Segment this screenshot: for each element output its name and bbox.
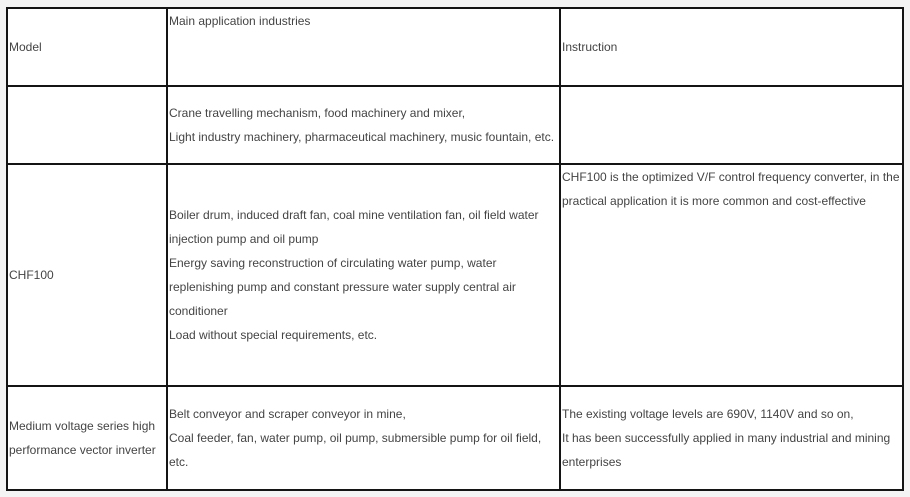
header-instruction: Instruction [560, 8, 903, 86]
model-cell [7, 86, 167, 164]
instruction-cell [560, 164, 903, 386]
instruction-cell [560, 386, 903, 490]
instruction-cell [560, 86, 903, 164]
header-model: Model [7, 8, 167, 86]
instruction-line: It has been successfully applied in many industrial and mining enterprises [562, 431, 891, 469]
industries-cell [167, 86, 560, 164]
instruction-line: The existing voltage levels are 690V, 1140V and so on, [562, 407, 854, 421]
industries-cell [167, 164, 560, 386]
industries-line: Coal feeder, fan, water pump, oil pump, submersible pump for oil field, etc. [169, 431, 542, 469]
header-industries: Main application industries [167, 8, 560, 86]
table-header-row [7, 8, 903, 86]
industries-line: Load without special requirements, etc. [169, 328, 378, 342]
industries-cell [167, 386, 560, 490]
industries-line: Boiler drum, induced draft fan, coal mine ventilation fan, oil field water injection pump and oil pump [169, 208, 539, 246]
industries-line: Light industry machinery, pharmaceutical machinery, music fountain, etc. [169, 130, 555, 144]
model-cell: CHF100 [7, 164, 167, 386]
table-row [7, 164, 903, 386]
industries-line: Crane travelling mechanism, food machinery and mixer, [169, 106, 466, 120]
table-row [7, 86, 903, 164]
model-cell: Medium voltage series high performance vector inverter [7, 386, 167, 490]
table-row [7, 386, 903, 490]
industries-line: Belt conveyor and scraper conveyor in mine, [169, 407, 406, 421]
industries-line: Energy saving reconstruction of circulating water pump, water replenishing pump and constant pressure water supply central air conditioner [169, 256, 516, 318]
instruction-line: CHF100 is the optimized V/F control frequency converter, in the practical application it is more common and cost-effective [562, 170, 900, 208]
content-area [6, 7, 904, 491]
product-application-table [6, 7, 904, 491]
